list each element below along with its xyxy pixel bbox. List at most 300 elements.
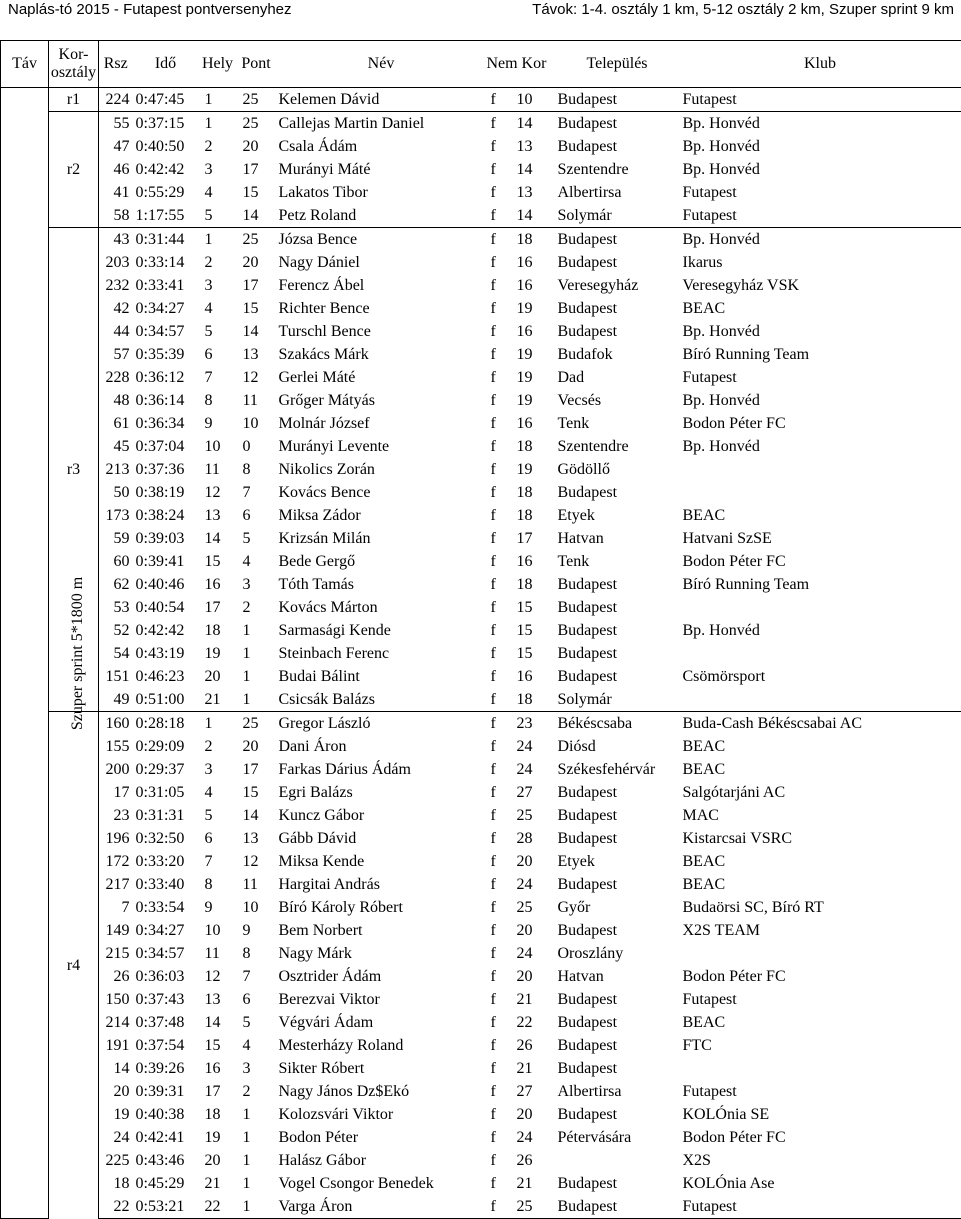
cell-ido: 0:42:42 <box>135 622 185 639</box>
cell-pont: 5 <box>242 530 251 547</box>
cell-nem: f <box>490 277 496 294</box>
cell-klub: BEAC <box>682 853 726 870</box>
cell-hely: 18 <box>204 622 221 639</box>
cell-telepules: Dad <box>557 369 585 386</box>
cell-nem: f <box>490 161 496 178</box>
cell-nev: Kelemen Dávid <box>278 91 380 108</box>
cell-klub: Bp. Honvéd <box>680 228 961 252</box>
table-row <box>1 1034 961 1057</box>
cell-ido: 0:51:00 <box>135 691 185 708</box>
table-row <box>1 112 961 136</box>
cell-klub: Bp. Honvéd <box>682 392 760 409</box>
cell-nev: Miksa Kende <box>278 853 365 870</box>
table-row <box>1 735 961 758</box>
cell-nev: Kuncz Gábor <box>278 807 365 824</box>
cell-kor: 25 <box>516 807 533 824</box>
cell-rsz: 62 <box>113 576 130 593</box>
cell-telepules: Budapest <box>557 922 618 939</box>
cell-ido: 0:45:29 <box>135 1175 185 1192</box>
cell-nev: Budai Bálint <box>278 668 360 685</box>
cell-ido: 0:34:27 <box>135 922 185 939</box>
cell-rsz: 22 <box>99 1195 133 1219</box>
cell-telepules: Budapest <box>557 991 618 1008</box>
cell-klub <box>680 481 961 504</box>
cell-ido: 0:39:41 <box>135 553 185 570</box>
cell-rsz: 57 <box>113 346 130 363</box>
cell-rsz: 17 <box>113 784 130 801</box>
cell-pont: 13 <box>242 830 259 847</box>
results-body <box>1 88 961 1219</box>
cell-telepules: Budapest <box>557 1060 618 1077</box>
col-rsz: Rsz <box>99 41 133 88</box>
cell-klub: Bodon Péter FC <box>682 415 786 432</box>
cell-rsz: 49 <box>113 691 130 708</box>
cell-telepules: Etyek <box>557 853 595 870</box>
cell-klub: X2S <box>682 1152 711 1169</box>
cell-pont: 5 <box>242 1014 251 1031</box>
cell-hely: 1 <box>199 712 237 736</box>
cell-rsz: 150 <box>105 991 130 1008</box>
table-row <box>1 642 961 665</box>
results-table <box>0 40 961 1219</box>
cell-telepules: Budapest <box>557 484 618 501</box>
col-kor-line2: osztály <box>50 64 97 81</box>
cell-ido: 0:36:14 <box>135 392 185 409</box>
cell-ido: 0:33:14 <box>135 254 185 271</box>
cell-kor: 18 <box>516 576 533 593</box>
cell-nem: f <box>490 1129 496 1146</box>
cell-kor: 10 <box>516 91 533 108</box>
cell-kor: 21 <box>516 1060 533 1077</box>
cell-rsz: 228 <box>105 369 130 386</box>
col-nev: Név <box>276 41 487 88</box>
cell-pont: 2 <box>242 1083 251 1100</box>
cell-telepules: Budapest <box>557 300 618 317</box>
cell-ido: 0:38:19 <box>135 484 185 501</box>
cell-rsz: 203 <box>105 254 130 271</box>
cell-pont: 6 <box>242 507 251 524</box>
cell-nem: f <box>490 1106 496 1123</box>
table-row <box>1 204 961 228</box>
cell-pont: 12 <box>242 369 259 386</box>
cell-kor: 26 <box>516 1037 533 1054</box>
cell-nev: Grőger Mátyás <box>278 392 375 409</box>
cell-nev: Gább Dávid <box>278 830 357 847</box>
table-row <box>1 688 961 712</box>
cell-pont: 25 <box>242 91 259 108</box>
cell-nem: f <box>490 484 496 501</box>
cell-ido: 0:33:54 <box>135 899 185 916</box>
cell-telepules: Budapest <box>555 228 680 252</box>
cell-nem: f <box>490 853 496 870</box>
cell-nev: Bíró Károly Róbert <box>278 899 403 916</box>
cell-pont: 1 <box>242 1106 251 1123</box>
cell-telepules: Budapest <box>555 112 680 136</box>
cell-nev: Csicsák Balázs <box>278 691 375 708</box>
cell-ido: 0:39:03 <box>135 530 185 547</box>
cell-pont: 4 <box>242 553 251 570</box>
table-row <box>1 181 961 204</box>
cell-nev: Nagy János Dz$Ekó <box>278 1083 410 1100</box>
table-row <box>1 1172 961 1195</box>
cell-hely: 14 <box>204 1014 221 1031</box>
cell-hely: 5 <box>204 207 213 224</box>
cell-pont: 14 <box>242 807 259 824</box>
cell-klub: Bp. Honvéd <box>680 112 961 136</box>
cell-hely: 15 <box>204 1037 221 1054</box>
cell-klub: Kistarcsai VSRC <box>682 830 792 847</box>
cell-klub <box>680 688 961 712</box>
cell-rsz: 46 <box>113 161 130 178</box>
cell-rsz: 18 <box>113 1175 130 1192</box>
cell-nev: Callejas Martin Daniel <box>276 112 487 136</box>
table-row <box>1 965 961 988</box>
cell-telepules: Budapest <box>557 876 618 893</box>
cell-pont: 25 <box>237 228 276 252</box>
cell-klub: Bíró Running Team <box>682 346 810 363</box>
cell-klub: Csömörsport <box>682 668 766 685</box>
cell-pont: 25 <box>237 112 276 136</box>
cell-telepules: Veresegyház <box>557 277 639 294</box>
cell-hely: 11 <box>204 461 220 478</box>
cell-nem: f <box>487 112 514 136</box>
cell-rsz: 149 <box>105 922 130 939</box>
cell-nev: Bede Gergő <box>278 553 356 570</box>
cell-rsz: 217 <box>105 876 130 893</box>
cell-pont: 10 <box>242 415 259 432</box>
cell-rsz: 61 <box>113 415 130 432</box>
cell-ido: 0:47:45 <box>135 91 185 108</box>
col-kor-line1: Kor- <box>58 46 89 63</box>
cell-rsz: 225 <box>105 1152 130 1169</box>
cell-klub: Futapest <box>682 369 737 386</box>
cell-rsz: 52 <box>113 622 130 639</box>
cell-kor: 15 <box>516 599 533 616</box>
cell-hely: 17 <box>204 1083 221 1100</box>
cell-nem: f <box>490 876 496 893</box>
cell-nem: f <box>487 228 514 252</box>
cell-klub: Futapest <box>682 91 737 108</box>
cell-rsz: 42 <box>113 300 130 317</box>
cell-nev: Murányi Máté <box>278 161 371 178</box>
cell-klub: Hatvani SzSE <box>682 530 772 547</box>
table-row <box>1 919 961 942</box>
cell-nev: Lakatos Tibor <box>278 184 368 201</box>
cell-ido: 0:29:09 <box>135 738 185 755</box>
cell-ido: 0:32:50 <box>135 830 185 847</box>
cell-ido: 0:37:15 <box>133 112 199 136</box>
cell-hely: 18 <box>204 1106 221 1123</box>
cell-nev: Bem Norbert <box>278 922 363 939</box>
cell-rsz: 54 <box>113 645 130 662</box>
cell-nem: f <box>490 1014 496 1031</box>
cell-rsz: 47 <box>113 138 130 155</box>
cell-telepules: Hatvan <box>557 530 604 547</box>
cell-rsz: 20 <box>113 1083 130 1100</box>
cell-ido: 0:31:44 <box>133 228 199 252</box>
cell-kor: 21 <box>516 1175 533 1192</box>
table-row <box>1 88 961 112</box>
cell-rsz: 7 <box>121 899 130 916</box>
cell-nev: Végvári Ádam <box>278 1014 374 1031</box>
cell-kor: 16 <box>516 254 533 271</box>
cell-hely: 9 <box>204 415 213 432</box>
cell-kor: 14 <box>514 112 555 136</box>
cell-kor: 19 <box>516 300 533 317</box>
cell-nem: f <box>490 184 496 201</box>
cell-klub <box>680 458 961 481</box>
cell-nem: f <box>490 645 496 662</box>
table-row <box>1 527 961 550</box>
cell-kor: 15 <box>516 622 533 639</box>
cell-kor: 13 <box>516 184 533 201</box>
cell-telepules: Budapest <box>557 807 618 824</box>
cell-nev: Hargitai András <box>278 876 380 893</box>
cell-klub <box>680 596 961 619</box>
cell-kor: 17 <box>516 530 533 547</box>
cell-nev: Halász Gábor <box>278 1152 367 1169</box>
cell-rsz: 50 <box>113 484 130 501</box>
cell-ido: 0:40:50 <box>135 138 185 155</box>
cell-hely: 13 <box>204 991 221 1008</box>
cell-hely: 19 <box>204 645 221 662</box>
cell-pont: 1 <box>242 1152 251 1169</box>
cell-hely: 6 <box>204 346 213 363</box>
cell-hely: 10 <box>204 922 221 939</box>
cell-kor: 19 <box>516 392 533 409</box>
table-row <box>1 343 961 366</box>
cell-nem: f <box>487 712 514 736</box>
cell-klub: Ikarus <box>682 254 723 271</box>
cell-kor: 20 <box>516 1106 533 1123</box>
cell-klub: Bodon Péter FC <box>682 1129 786 1146</box>
cell-ido: 0:37:36 <box>135 461 185 478</box>
header-row <box>1 41 961 88</box>
cell-telepules: Budapest <box>557 323 618 340</box>
cell-nev: Bodon Péter <box>278 1129 359 1146</box>
cell-kor: 26 <box>516 1152 533 1169</box>
table-row <box>1 297 961 320</box>
cell-klub: Futapest <box>682 184 737 201</box>
cell-rsz: 43 <box>99 228 133 252</box>
table-row <box>1 942 961 965</box>
cell-kor: 20 <box>516 853 533 870</box>
cell-pont: 15 <box>242 784 259 801</box>
cell-hely: 11 <box>204 945 220 962</box>
cell-nev: Steinbach Ferenc <box>278 645 390 662</box>
table-row <box>1 619 961 642</box>
cell-ido: 0:36:34 <box>135 415 185 432</box>
cell-hely: 21 <box>204 691 221 708</box>
cell-kor: 21 <box>516 991 533 1008</box>
cell-hely: 1 <box>199 112 237 136</box>
cell-rsz: 23 <box>113 807 130 824</box>
cell-hely: 20 <box>204 1152 221 1169</box>
cell-klub: X2S TEAM <box>682 922 760 939</box>
table-row <box>1 435 961 458</box>
cell-rsz: 224 <box>105 91 130 108</box>
table-row <box>1 1011 961 1034</box>
cell-telepules: Győr <box>557 899 591 916</box>
cell-pont: 4 <box>242 1037 251 1054</box>
cell-klub: Bp. Honvéd <box>682 323 760 340</box>
col-telepules: Település <box>555 41 680 88</box>
cell-telepules: Budapest <box>557 1037 618 1054</box>
cell-rsz: 172 <box>105 853 130 870</box>
cell-kor: 24 <box>516 1129 533 1146</box>
table-row <box>1 251 961 274</box>
cell-hely: 3 <box>204 761 213 778</box>
cell-kor: 16 <box>516 553 533 570</box>
cell-nem: f <box>490 507 496 524</box>
cell-telepules: Budapest <box>557 645 618 662</box>
cell-nem: f <box>490 346 496 363</box>
cell-rsz: 196 <box>105 830 130 847</box>
cell-pont: 1 <box>242 645 251 662</box>
cell-kor: 24 <box>516 876 533 893</box>
table-row <box>1 850 961 873</box>
cell-rsz: 160 <box>99 712 133 736</box>
table-row <box>1 758 961 781</box>
table-row <box>1 1080 961 1103</box>
cell-pont: 11 <box>242 876 258 893</box>
cell-kor: 20 <box>516 968 533 985</box>
cell-ido: 0:40:54 <box>135 599 185 616</box>
cell-pont: 20 <box>242 254 259 271</box>
cell-nem: f <box>490 1175 496 1192</box>
cell-rsz: 60 <box>113 553 130 570</box>
cell-hely: 14 <box>204 530 221 547</box>
cell-telepules: Etyek <box>557 507 595 524</box>
cell-telepules: Gödöllő <box>557 461 610 478</box>
cell-telepules: Albertirsa <box>557 184 622 201</box>
cell-kor: 27 <box>516 1083 533 1100</box>
cell-ido: 0:38:24 <box>135 507 185 524</box>
cell-kor: 20 <box>516 922 533 939</box>
cell-hely: 12 <box>204 968 221 985</box>
table-row <box>1 804 961 827</box>
cell-nev: Berezvai Viktor <box>278 991 380 1008</box>
cell-kor: 16 <box>516 277 533 294</box>
cell-klub: BEAC <box>682 738 726 755</box>
cell-rsz: 44 <box>113 323 130 340</box>
cell-ido: 0:35:39 <box>135 346 185 363</box>
cell-hely: 2 <box>204 138 213 155</box>
cell-nev: Nagy Márk <box>278 945 352 962</box>
cell-pont: 1 <box>242 668 251 685</box>
cell-pont: 8 <box>242 945 251 962</box>
cell-klub: Futapest <box>682 207 737 224</box>
cell-hely: 8 <box>204 392 213 409</box>
cell-telepules: Budapest <box>557 1175 618 1192</box>
col-ido: Idő <box>133 41 199 88</box>
cell-pont: 7 <box>242 484 251 501</box>
cell-ido: 0:53:21 <box>133 1195 199 1219</box>
cell-hely: 6 <box>204 830 213 847</box>
cell-ido: 0:33:40 <box>135 876 185 893</box>
cell-nem: f <box>490 622 496 639</box>
table-row <box>1 274 961 297</box>
cell-pont: 6 <box>242 991 251 1008</box>
cell-nem: f <box>487 1195 514 1219</box>
cell-telepules: Diósd <box>557 738 596 755</box>
cell-telepules: Békéscsaba <box>555 712 680 736</box>
cell-nev: Murányi Levente <box>278 438 390 455</box>
cell-ido: 0:36:03 <box>135 968 185 985</box>
table-row <box>1 988 961 1011</box>
cell-nev: Molnár József <box>278 415 370 432</box>
cell-nem: f <box>490 738 496 755</box>
cell-ido: 0:31:31 <box>135 807 185 824</box>
cell-nev: Richter Bence <box>278 300 370 317</box>
cell-hely: 8 <box>204 876 213 893</box>
cell-ido: 0:37:54 <box>135 1037 185 1054</box>
cell-klub: Bodon Péter FC <box>682 553 786 570</box>
table-row <box>1 389 961 412</box>
cell-nem: f <box>490 207 496 224</box>
cell-hely: 3 <box>204 277 213 294</box>
cell-ido: 0:31:05 <box>135 784 185 801</box>
table-row <box>1 596 961 619</box>
col-tav: Táv <box>1 41 49 88</box>
cell-telepules: Budapest <box>557 138 618 155</box>
cell-nev: Vogel Csongor Benedek <box>278 1175 434 1192</box>
cell-pont: 8 <box>242 461 251 478</box>
cell-nem: f <box>490 300 496 317</box>
cell-klub: Salgótarjáni AC <box>682 784 786 801</box>
cell-nem: f <box>490 691 496 708</box>
cell-nev: Tóth Tamás <box>278 576 354 593</box>
cell-klub: Bp. Honvéd <box>682 138 760 155</box>
cell-rsz: 59 <box>113 530 130 547</box>
table-row <box>1 1126 961 1149</box>
cell-telepules: Budapest <box>557 599 618 616</box>
cell-hely: 5 <box>204 807 213 824</box>
cell-klub: KOLÓnia SE <box>682 1106 770 1123</box>
cell-pont: 1 <box>242 1129 251 1146</box>
cell-nev: Egri Balázs <box>278 784 353 801</box>
col-korosztaly <box>49 41 99 88</box>
cell-kor: 14 <box>516 161 533 178</box>
col-klub: Klub <box>680 41 961 88</box>
cell-kor: 18 <box>514 228 555 252</box>
cell-hely: 7 <box>204 369 213 386</box>
cell-rsz: 215 <box>105 945 130 962</box>
cell-kor: 16 <box>516 668 533 685</box>
cell-klub: Bp. Honvéd <box>682 161 760 178</box>
cell-nem: f <box>490 530 496 547</box>
cell-telepules: Budapest <box>557 576 618 593</box>
page-title: Naplás-tó 2015 - Futapest pontversenyhez <box>8 1 292 18</box>
cell-pont: 17 <box>242 761 259 778</box>
cell-telepules: Solymár <box>557 207 612 224</box>
table-row <box>1 665 961 688</box>
cell-klub: Budaörsi SC, Bíró RT <box>682 899 824 916</box>
cell-nev: Sikter Róbert <box>278 1060 365 1077</box>
cell-kor: 16 <box>516 415 533 432</box>
cell-klub: BEAC <box>682 1014 726 1031</box>
cell-hely: 22 <box>199 1195 237 1219</box>
table-row <box>1 366 961 389</box>
distances-info: Távok: 1-4. osztály 1 km, 5-12 osztály 2 km, Szuper sprint 9 km <box>532 1 954 18</box>
cell-rsz: 41 <box>113 184 130 201</box>
cell-nem: f <box>490 991 496 1008</box>
cell-telepules: Székesfehérvár <box>557 761 656 778</box>
cell-pont: 15 <box>242 300 259 317</box>
cell-nev: Petz Roland <box>278 207 357 224</box>
cell-kor: 22 <box>516 1014 533 1031</box>
cell-nem: f <box>490 945 496 962</box>
